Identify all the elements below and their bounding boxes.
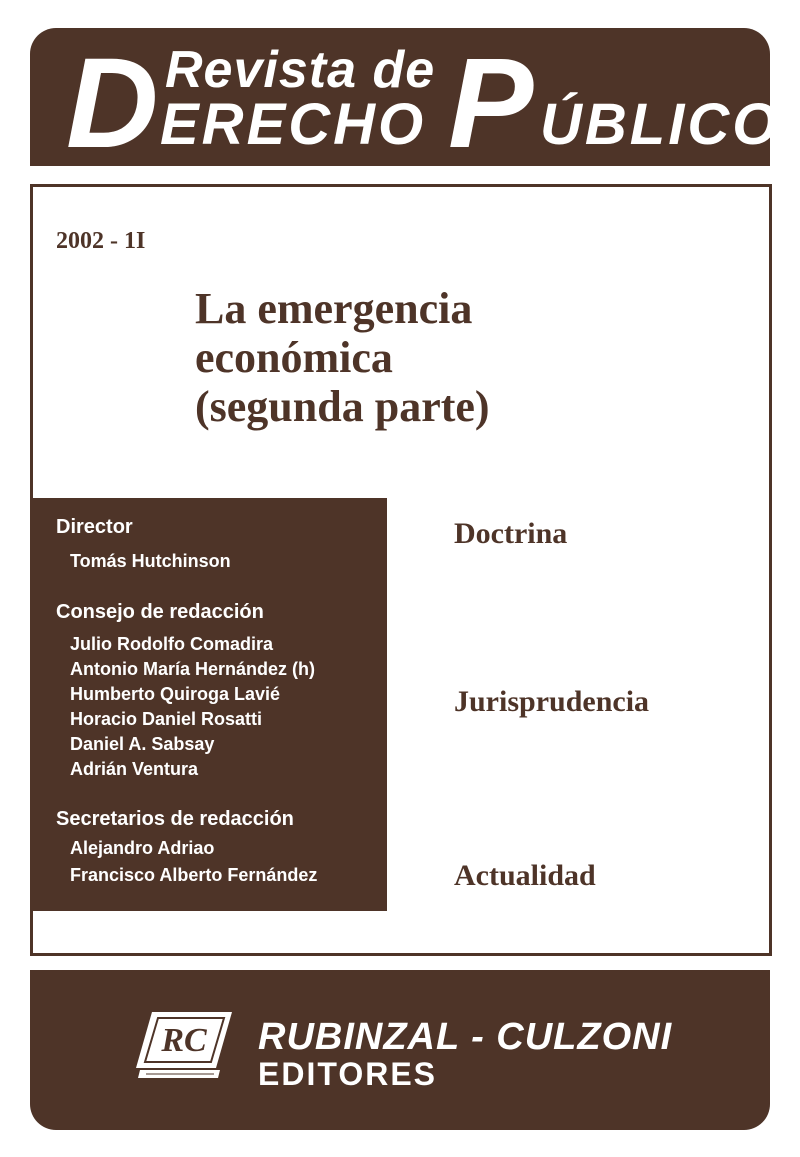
- section-actualidad: Actualidad: [454, 859, 596, 892]
- director-label: Director: [56, 516, 133, 538]
- council-member: Horacio Daniel Rosatti: [70, 709, 263, 729]
- council-member: Daniel A. Sabsay: [70, 734, 215, 754]
- publisher-logo-text: RC: [161, 1022, 207, 1059]
- issue-number: 2002 - 1I: [56, 228, 146, 254]
- council-label: Consejo de redacción: [56, 601, 264, 623]
- masthead-revista-de: Revista de: [165, 41, 436, 99]
- publisher-subtitle: EDITORES: [258, 1056, 437, 1092]
- council-member: Humberto Quiroga Lavié: [70, 684, 281, 704]
- section-jurisprudencia: Jurisprudencia: [454, 685, 650, 718]
- publisher-logo-icon: [132, 1006, 236, 1089]
- masthead-initial-p: P: [448, 32, 534, 175]
- headline-line-3: (segunda parte): [195, 381, 490, 431]
- secretaries-label: Secretarios de redacción: [56, 808, 294, 830]
- headline: [195, 285, 490, 431]
- masthead-ublico: ÚBLICO: [540, 92, 781, 157]
- council-member: Antonio María Hernández (h): [70, 659, 316, 679]
- headline-line-2: económica: [195, 332, 393, 382]
- council-member: Adrián Ventura: [70, 759, 199, 779]
- section-doctrina: Doctrina: [454, 517, 568, 550]
- masthead-initial-d: D: [66, 32, 155, 175]
- secretary: Francisco Alberto Fernández: [70, 865, 318, 885]
- secretary: Alejandro Adriao: [70, 838, 215, 858]
- director-name: Tomás Hutchinson: [70, 551, 231, 571]
- headline-line-1: La emergencia: [195, 284, 473, 333]
- masthead-erecho: ERECHO: [160, 92, 427, 157]
- publisher-name: RUBINZAL - CULZONI: [258, 1016, 673, 1058]
- council-member: Julio Rodolfo Comadira: [70, 634, 274, 654]
